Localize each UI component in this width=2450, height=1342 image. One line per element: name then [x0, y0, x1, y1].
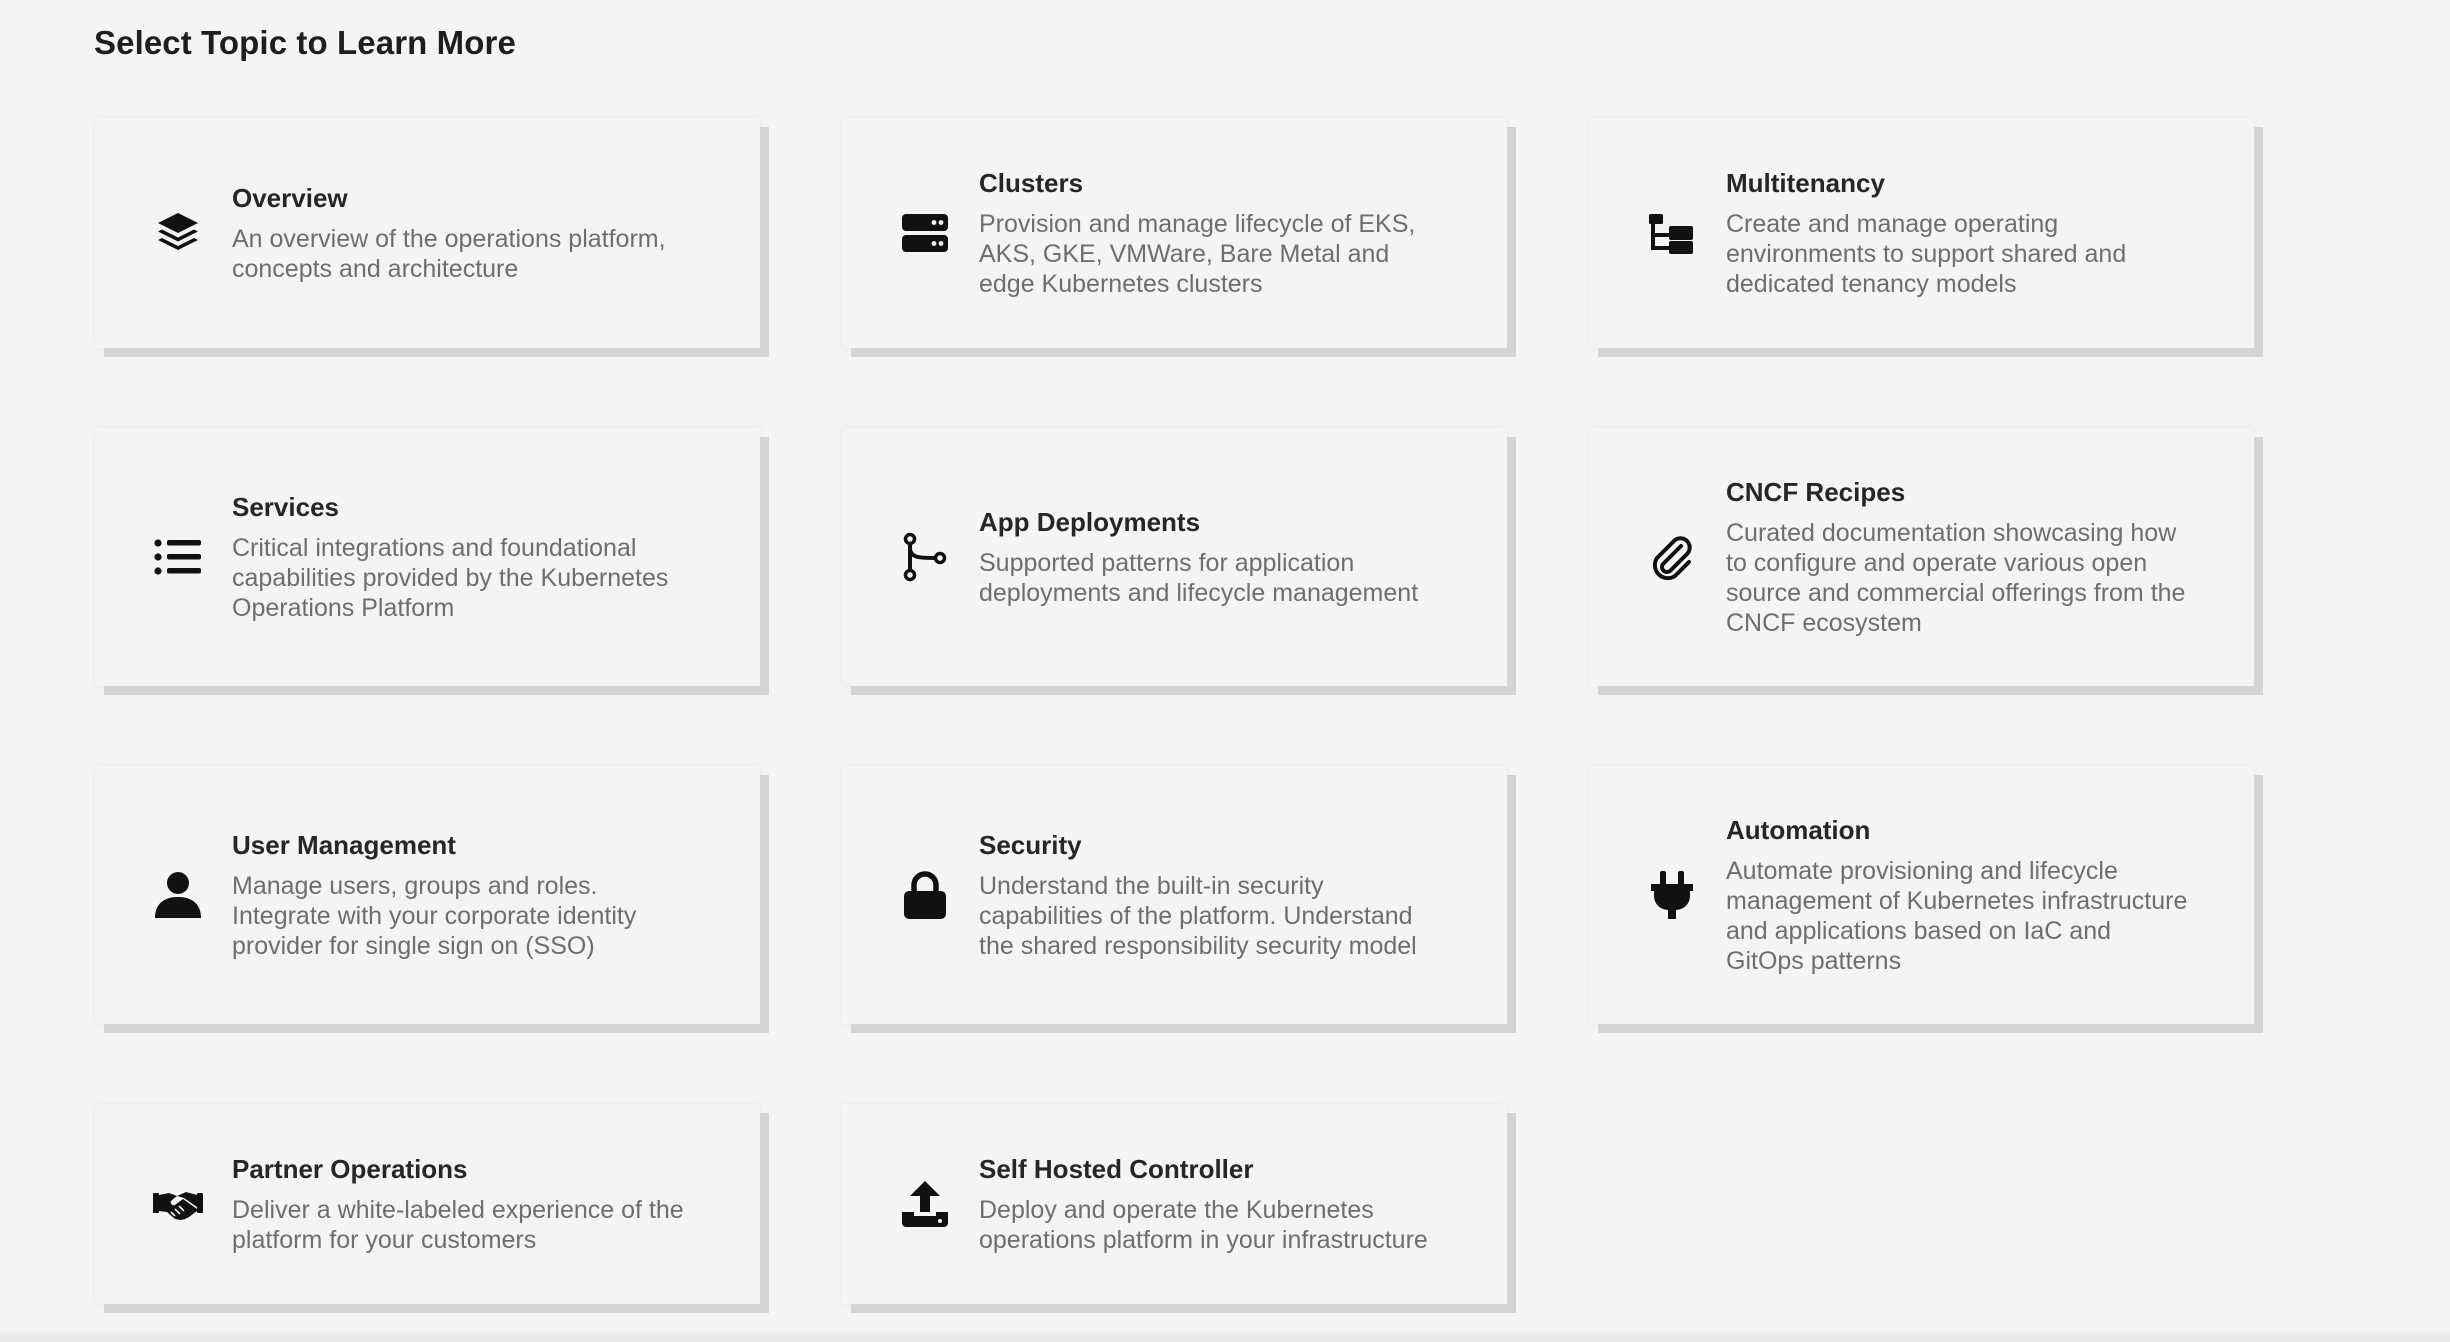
topic-title: Security [979, 830, 1082, 860]
topic-card-multitenancy[interactable] [1589, 118, 2254, 348]
bottom-edge [0, 1330, 2450, 1342]
topic-text [232, 1153, 700, 1255]
topic-title: Services [232, 492, 339, 522]
topic-grid [95, 118, 2265, 1304]
topic-description: An overview of the operations platform, concepts and architecture [232, 225, 666, 283]
tree-structure-icon [1647, 208, 1697, 258]
plug-icon [1647, 870, 1697, 920]
git-branch-icon [900, 532, 950, 582]
topic-text [1726, 167, 2194, 299]
topic-title: Automation [1726, 815, 1871, 845]
topic-card-automation[interactable] [1589, 766, 2254, 1024]
topic-title: CNCF Recipes [1726, 477, 1906, 507]
topic-card-user-management[interactable] [95, 766, 760, 1024]
topic-title: Partner Operations [232, 1154, 468, 1184]
topic-card-clusters[interactable] [842, 118, 1507, 348]
topic-text [232, 182, 700, 284]
page-title: Select Topic to Learn More [94, 24, 516, 61]
topic-card-cncf-recipes[interactable] [1589, 428, 2254, 686]
topic-description: Critical integrations and foundational capabilities provided by the Kubernetes Operations Platform [232, 534, 669, 622]
paperclip-icon [1647, 532, 1697, 582]
topic-card-overview[interactable] [95, 118, 760, 348]
server-icon [900, 208, 950, 258]
topic-card-security[interactable] [842, 766, 1507, 1024]
topic-description: Automate provisioning and lifecycle management of Kubernetes infrastructure and applications based on IaC and GitOps patterns [1726, 857, 2188, 975]
topic-card-self-hosted-controller[interactable] [842, 1104, 1507, 1304]
topic-description: Create and manage operating environments to support shared and dedicated tenancy models [1726, 210, 2127, 298]
user-icon [153, 870, 203, 920]
topic-title: Clusters [979, 168, 1084, 198]
topic-description: Manage users, groups and roles. Integrate with your corporate identity provider for single sign on (SSO) [232, 872, 637, 960]
topic-description: Provision and manage lifecycle of EKS, AKS, GKE, VMWare, Bare Metal and edge Kubernetes clusters [979, 210, 1416, 298]
topic-title: Overview [232, 183, 348, 213]
topic-description: Curated documentation showcasing how to configure and operate various open source and commercial offerings from the CNCF ecosystem [1726, 519, 2186, 637]
topic-title: User Management [232, 830, 456, 860]
topic-description: Deploy and operate the Kubernetes operations platform in your infrastructure [979, 1196, 1428, 1254]
topic-card-app-deployments[interactable] [842, 428, 1507, 686]
topic-title: Self Hosted Controller [979, 1154, 1254, 1184]
topic-card-partner-operations[interactable] [95, 1104, 760, 1304]
topic-text [979, 1153, 1447, 1255]
upload-icon [900, 1179, 950, 1229]
topic-text [979, 829, 1447, 961]
topic-description: Understand the built-in security capabilities of the platform. Understand the shared responsibility security model [979, 872, 1417, 960]
topic-text [1726, 814, 2194, 976]
topic-text [232, 829, 700, 961]
topic-title: Multitenancy [1726, 168, 1885, 198]
topic-text [1726, 476, 2194, 638]
topic-text [232, 491, 700, 623]
topic-card-services[interactable] [95, 428, 760, 686]
topic-description: Supported patterns for application deployments and lifecycle management [979, 549, 1419, 607]
topic-description: Deliver a white-labeled experience of the platform for your customers [232, 1196, 684, 1254]
layers-icon [153, 208, 203, 258]
lock-icon [900, 870, 950, 920]
list-icon [153, 532, 203, 582]
handshake-icon [153, 1179, 203, 1229]
topic-text [979, 506, 1447, 608]
topic-text [979, 167, 1447, 299]
topic-title: App Deployments [979, 507, 1201, 537]
